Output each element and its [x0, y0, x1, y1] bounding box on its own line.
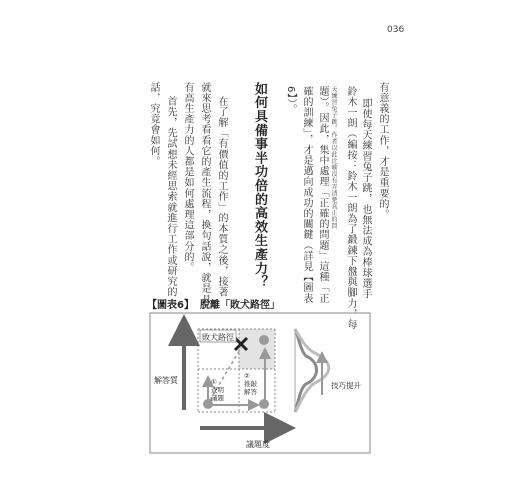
figure-caption: 脫離「敗犬路徑」 [199, 300, 280, 311]
x-axis-label: 議題度 [246, 440, 270, 449]
distribution-curve-dark [295, 329, 317, 412]
loser-path-label: 敗犬路徑 [202, 333, 234, 342]
text-line: 確的訓練」，才是邁向成功的關鍵（詳見【圖表 [301, 86, 312, 304]
step2-line2: 解答 [244, 388, 257, 396]
text-line: 題）。因此，集中處理「正確的問題」這種「正 [317, 86, 328, 304]
text-line: 就來思考看看它的產生流程，換句話說，就是具 [199, 82, 210, 305]
goal-point [259, 335, 269, 345]
text-line: 鈴木一朗（編按：鈴木一朗為了鍛鍊下盤與腳力，每 [345, 86, 356, 330]
step2-line1: 推敲 [244, 380, 257, 388]
mid-point [259, 399, 269, 409]
step1-line2: 議題 [211, 394, 224, 402]
figure-label: 【圖表6】 [147, 300, 194, 311]
text-line: 即使每天練習兔子跳，也無法成為棒球選手 [360, 98, 371, 300]
text-line: 有意義的工作，才是重要的。 [377, 82, 388, 220]
y-axis-label: 解答質 [154, 376, 178, 385]
step1-number: ① [211, 378, 217, 386]
text-line: 6】）。 [285, 86, 296, 115]
section-heading: 如何具備事半功倍的高效生產力？ [252, 82, 267, 289]
skill-label: 技巧提升 [331, 381, 361, 390]
step1-line1: 查明 [211, 386, 224, 394]
text-line: 話，究竟會如何。 [148, 82, 159, 167]
step2-number: ② [244, 372, 250, 380]
page-number: 036 [387, 25, 405, 35]
text-line: 有高生產力的人都是如何處理這部分的。 [182, 82, 193, 273]
text-line: 在了解「有價值的工作」的本質之後，接著 [216, 96, 227, 298]
text-line: 首先，先試想未經思索就進行工作或研究的 [165, 96, 176, 298]
text-line: 天練習兔子跳。作者以此比喻沒有弄清楚真正的問 [330, 86, 337, 229]
